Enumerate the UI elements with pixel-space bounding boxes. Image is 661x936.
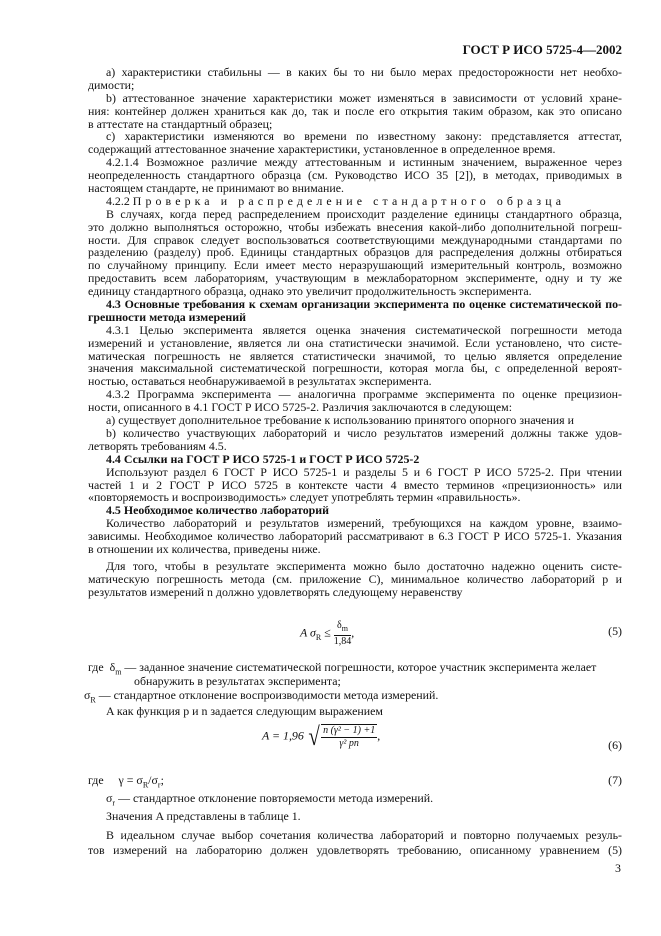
- text-line: c) характеристики изменяются во времени по известному закону: представляется аттестат,: [106, 129, 622, 144]
- text-line: а) существует дополнительное требование к использованию принятого опорного значения и: [106, 413, 574, 428]
- subsection-number: 4.2.2: [106, 193, 130, 208]
- text-line: 4.5 Необходимое количество лабораторий: [106, 503, 329, 518]
- text-line: 4.2.1.4 Возможное различие между аттестованным и истинным значением, выраженное через: [106, 155, 622, 170]
- where-sigma-r-text: — стандартное отклонение повторяемости метода измерений.: [118, 791, 434, 805]
- sigma-sub: R: [90, 695, 96, 705]
- text-line: частей 1 и 2 ГОСТ Р ИСО 5725 в контексте части 4 вместо терминов «прецизионность» или: [88, 477, 622, 492]
- text-line: «повторяемость и воспроизводимость» следует употреблять термин «правильность».: [88, 490, 521, 505]
- text-line: в отношении их количества, приведены ниже.: [88, 541, 321, 556]
- text-line: ностью, оставаться необнаруживаемой в результатах эксперимента.: [88, 374, 432, 389]
- text-line: летворять требованиям 4.5.: [88, 438, 227, 453]
- text-line: зависимы. Необходимое количество лабораторий рассматривают в 6.3 ГОСТ Р ИСО 5725-1. Указания: [88, 529, 622, 544]
- where-sigma-text: — стандартное отклонение воспроизводимости метода измерений.: [98, 688, 439, 702]
- text-line: ности, описанного в 4.1 ГОСТ Р ИСО 5725-2. Различия заключаются в следующем:: [88, 400, 513, 415]
- paragraph: [88, 324, 622, 388]
- text-line: ности. Для справок следует воспользоваться соответствующими международными стандартами по: [88, 232, 622, 247]
- text-line: результатов измерений n должно удовлетворять следующему неравенству: [88, 584, 463, 599]
- text-line: 4.3.1 Целью эксперимента является оценка значения систематической погрешности метода: [106, 322, 622, 337]
- text-line: В идеальном случае выбор сочетания количества лабораторий и повторно получаемых резуль-: [106, 828, 622, 842]
- text-line: b) аттестованное значение характеристики может изменяться в зависимости от условий хране-: [106, 90, 622, 105]
- eq5-lhs-sub: R: [315, 633, 322, 643]
- text-line: 4.3 Основные требования к схемам организации эксперимента по оценке систематической по-: [106, 297, 622, 312]
- eq5-fraction: [333, 620, 355, 648]
- text-line: 4.4 Ссылки на ГОСТ Р ИСО 5725-1 и ГОСТ Р ИСО 5725-2: [106, 451, 420, 466]
- text-line: В случаях, когда перед распределением происходит разделение единицы стандартного образца,: [106, 206, 622, 221]
- text-line: значения максимальной систематической погрешности, которая могла бы, с определенной вероят-: [88, 361, 622, 376]
- text-line: в аттестате на стандартный образец;: [88, 116, 273, 131]
- sigma-symbol: σ: [84, 688, 91, 702]
- paragraph: [88, 466, 622, 505]
- text-line: Количество лабораторий и результатов измерений, требующихся на каждом уровне, взаимо-: [106, 516, 622, 531]
- equation-6-label: (6): [608, 738, 622, 752]
- where-delta-cont: обнаружить в результатах эксперимента;: [134, 674, 341, 688]
- where-delta-text: — заданное значение систематической погрешности, которое участник эксперимента желает: [124, 660, 597, 674]
- eq7-sub1: R: [142, 780, 149, 790]
- eq7-prefix: где: [88, 773, 104, 787]
- eq5-lhs: A σ: [300, 625, 316, 640]
- delta-sub: m: [115, 667, 122, 677]
- text-line: тов измерений на лабораторию должен удовлетворять требованию, описанному уравнением (5): [88, 842, 622, 857]
- section-heading: [88, 453, 622, 466]
- text-line: b) количество участвующих лабораторий и число результатов измерений должны также удов-: [106, 425, 622, 440]
- paragraph: [88, 66, 622, 92]
- text-line: димости;: [88, 77, 135, 92]
- eq7-tail: ;: [160, 773, 164, 787]
- sigma-r-symbol: σ: [106, 791, 113, 805]
- where-sigma-r: [84, 688, 438, 704]
- body-text: [88, 66, 622, 599]
- paragraph: [88, 130, 622, 156]
- where-prefix: где: [88, 660, 104, 674]
- where-sigma-rep: [106, 791, 433, 807]
- equation-7: [88, 773, 164, 789]
- eq5-num: δ: [337, 620, 342, 631]
- table-reference: Значения A представлены в таблице 1.: [106, 809, 301, 823]
- equation-7-label: (7): [608, 773, 622, 787]
- text-line: предоставить всем лабораториям, участвующим в межлабораторном эксперименте, одну и ту же: [88, 271, 622, 286]
- eq5-num-sub: m: [341, 624, 348, 633]
- subsection-heading: [88, 195, 622, 208]
- eq5-relation: ≤: [324, 625, 331, 640]
- paragraph: [88, 517, 622, 556]
- section-heading: [88, 298, 622, 324]
- text-line: матическая погрешность не является статистически значимой, то целью является определение: [88, 348, 622, 363]
- text-line: разделению (разделу) проб. Единицы стандартных образцов для распределения должны отбираться: [88, 245, 622, 260]
- equation-5: [300, 620, 354, 648]
- eq6-den: γ² pn: [339, 738, 359, 749]
- text-line: по случайному принципу. Если имеет место неразрушающий измерительный контроль, возможно: [88, 258, 622, 273]
- eq6-lhs: A = 1,96: [262, 728, 304, 743]
- text-line: грешности метода измерений: [88, 309, 246, 324]
- text-line: единицу стандартного образца, однако это увеличит продолжительность эксперимента.: [88, 284, 532, 299]
- eq7-sub2: r: [157, 780, 161, 790]
- sqrt-sign: √: [308, 722, 320, 751]
- paragraph: [88, 208, 622, 298]
- text-line: настоящем стандарте, не принимают во внимание.: [88, 181, 344, 196]
- eq7-mid: /σ: [148, 773, 158, 787]
- paragraph: [88, 560, 622, 599]
- eq6-num: n (γ² − 1) +1: [323, 725, 376, 736]
- document-header: ГОСТ Р ИСО 5725-4—2002: [462, 42, 622, 57]
- text-line: Используют раздел 6 ГОСТ Р ИСО 5725-1 и разделы 5 и 6 ГОСТ Р ИСО 5725-2. При чтении: [106, 464, 622, 479]
- paragraph: [88, 427, 622, 453]
- paragraph: [88, 156, 622, 195]
- equation-5-label: (5): [608, 624, 622, 638]
- text-line: 4.3.2 Программа эксперимента — аналогична программе эксперимента по оценке прецизион-: [106, 387, 622, 402]
- paragraph: [88, 414, 622, 427]
- sigma-r-sub: r: [112, 798, 116, 808]
- delta-symbol: δ: [109, 660, 116, 674]
- text-line: измерений и установление, является ли она статистически значимой. Если установлено, что систе-: [88, 335, 622, 350]
- equation-6: [262, 724, 380, 750]
- text-line: неопределенность стандартного образца (см. Руководство ИСО 35 [2]), в методах, приводимых в: [88, 168, 622, 183]
- text-line: матическую погрешность метода (см. приложение С), минимальное количество лабораторий p и: [88, 571, 622, 586]
- text-line: а) характеристики стабильны — в каких бы то ни было мерах предосторожности нет необхо-: [106, 65, 622, 79]
- last-paragraph: [88, 828, 622, 856]
- subsection-title: Проверка и распределение стандартного образца: [132, 193, 566, 208]
- eq5-tail: ,: [351, 625, 355, 640]
- a-intro: A как функция p и n задается следующим выражением: [106, 704, 383, 718]
- eq5-den: 1,84: [333, 636, 352, 647]
- text-line: это должно выполняться осторожно, чтобы избежать внесения какой-либо дополнительной погреш-: [88, 219, 622, 234]
- page-number: 3: [615, 861, 621, 875]
- eq7-expr: γ = σ: [118, 773, 143, 787]
- text-line: содержащий аттестованное значение характеристики, установленное в определенное время.: [88, 142, 556, 157]
- paragraph: [88, 195, 622, 208]
- text-line: ния: контейнер должен храниться как до, так и после его открытия таким образом, как это описано: [88, 103, 622, 118]
- text-line: Для того, чтобы в результате эксперимента можно было достаточно надежно оценить систе-: [106, 558, 622, 573]
- eq6-tail: ,: [377, 728, 381, 743]
- paragraph: [88, 388, 622, 414]
- eq6-fraction: [321, 725, 377, 750]
- paragraph: [88, 92, 622, 131]
